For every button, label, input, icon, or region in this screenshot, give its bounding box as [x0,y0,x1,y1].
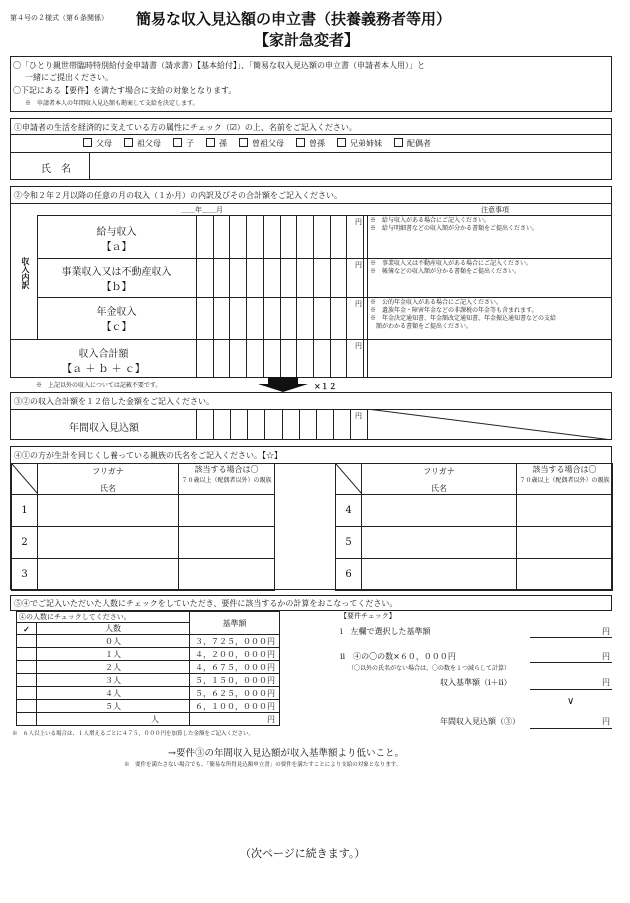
base-amount: ５，６２５，０００円 [190,687,280,700]
req-header: 【要件チェック】 [340,612,396,620]
col-name: フリガナ 氏名 [362,464,517,495]
check-mark-header: ✓ [17,623,37,635]
base-amount: ５，１５０，０００円 [190,674,280,687]
section-5-title: ⑤④でご記入いただいた人数にチェックをしていただき、要件に該当するかの計算をおこなってください。 [14,599,398,608]
col-people: 人数 [37,623,190,635]
requirement-note: ※ 要件を満たさない場合でも、「簡易な所得見込額申立書」の要件を満たすことにより支給の対象となります。 [124,762,402,768]
dependent-name-4[interactable] [362,495,517,527]
section-2-title: ②令和２年２月以降の任意の月の収入（１か月）の内訳及びその合計額をご記入ください。 [14,191,342,200]
row-business: 事業収入又は不動産収入 【ｂ】 [61,267,172,293]
notes-pension: ※ 公的年金収入がある場合にご記入ください。 ※ 遺族年金・障害年金などの非課税の年金等も含まれます。 ※ 年金決定通知書、年金額改定通知書、年金振込通知書などの支給 額がわかる書類をご提出ください。 [370,299,557,330]
digit-divider [333,409,334,440]
form-number: 第４号の２様式（第６条関係） [10,14,108,22]
option-grandchild[interactable]: 孫 [206,138,227,149]
elderly-check-6[interactable] [517,559,613,591]
option-siblings[interactable]: 兄弟姉妹 [337,138,382,149]
digit-divider [263,215,264,378]
section-3 [10,392,612,440]
row-pension: 年金収入 【ｃ】 [96,307,137,333]
yen-unit: 円 [355,342,362,350]
page-subtitle: 【家計急変者】 [254,31,360,49]
row-number: 5 [336,527,362,559]
row-number: 2 [12,527,38,559]
req-ii-note: （〇以外の氏名がない場合は、〇の数を１つ減らして計算） [348,665,511,672]
req-i-field[interactable] [530,624,600,637]
yen-unit: 円 [602,652,610,661]
digit-divider [296,215,297,378]
row-number: 3 [12,559,38,591]
base-amount-custom[interactable]: 円 [190,713,280,726]
row-number: 4 [336,495,362,527]
relation-options [83,138,431,149]
dependent-name-2[interactable] [38,527,179,559]
continued-notice: （次ページに続きます。） [240,847,366,860]
people-check-3[interactable] [17,674,37,687]
digit-divider [350,409,351,440]
digit-divider [316,409,317,440]
month-label[interactable]: ＿＿年＿＿月 [181,206,223,214]
people-count: １人 [37,648,190,661]
digit-divider [282,409,283,440]
digit-divider [346,215,347,378]
yen-unit: 円 [355,412,362,420]
multiplier-label: ×１２ [314,381,337,391]
digit-divider [230,409,231,440]
section-1-title: ①申請者の生活を経済的に支えている方の属性にチェック（☑）の上、名前をご記入ください。 [14,123,357,132]
yen-unit: 円 [602,678,610,687]
digit-divider [246,215,247,378]
notes-business: ※ 事業収入又は不動産収入がある場合にご記入ください。 ※ 帳簿などの収入額が分かる書類をご提出ください。 [370,260,533,275]
elderly-check-4[interactable] [517,495,613,527]
people-check-6[interactable] [17,713,37,726]
people-count: ４人 [37,687,190,700]
section-3-title: ③②の収入合計額を１２倍した金額をご記入ください。 [14,397,214,406]
option-child[interactable]: 子 [173,138,194,149]
people-check-2[interactable] [17,661,37,674]
dependent-name-5[interactable] [362,527,517,559]
digit-divider [280,215,281,378]
col-name: フリガナ 氏名 [38,464,179,495]
yen-unit: 円 [602,627,610,636]
option-grandparents[interactable]: 祖父母 [124,138,161,149]
notes-salary: ※ 給与収入がある場合にご記入ください。 ※ 給与明細書などの収入額が分かる書類をご提出ください。 [370,217,539,232]
digit-divider [264,409,265,440]
option-spouse[interactable]: 配偶者 [394,138,431,149]
req-base-label: 収入基準額（ⅰ＋ⅱ） [440,678,512,687]
section-5-footnote: ※ ６人以上いる場合は、１人増えるごとに４７５，０００円を加算した金額をご記入ください。 [12,731,255,737]
section-5-header [10,595,612,611]
intro-note: ※ 申請者本人の年間収入見込額も勘案して支給を決定します。 [25,100,199,107]
row-total: 収入合計額 【ａ ＋ ｂ ＋ ｃ】 [62,349,145,375]
req-ii-field[interactable] [530,649,600,662]
req-i-label: ⅰ 左欄で選択した基準額 [340,627,431,636]
yen-unit: 円 [355,261,362,269]
dependent-name-3[interactable] [38,559,179,591]
elderly-check-5[interactable] [517,527,613,559]
intro-line1: 〇「ひとり親世帯臨時特別給付金申請書（請求書）【基本給付】」、「簡易な収入見込額の申立書（申請者本人用）」と [13,61,425,70]
section-2-footnote: ※ 上記以外の収入については記載不要です。 [36,382,162,389]
digit-divider [330,215,331,378]
intro-box [10,56,612,112]
intro-line1b: 一緒にご提出ください。 [25,73,113,82]
section-1 [10,118,612,180]
dependents-table-left [11,463,275,591]
yen-unit: 円 [602,717,610,726]
elderly-check-1[interactable] [179,495,275,527]
base-amount: ４，２００，０００円 [190,648,280,661]
digit-divider [213,409,214,440]
people-check-4[interactable] [17,687,37,700]
name-field[interactable] [91,154,609,177]
people-check-5[interactable] [17,700,37,713]
elderly-check-3[interactable] [179,559,275,591]
elderly-check-2[interactable] [179,527,275,559]
people-count: ５人 [37,700,190,713]
row-number: 6 [336,559,362,591]
option-great-grandchild[interactable]: 曽孫 [296,138,325,149]
col-base-amount: 基準額 [190,612,280,635]
base-amount-table [16,611,280,726]
digit-divider [313,215,314,378]
digit-divider [213,215,214,378]
yen-unit: 円 [355,300,362,308]
name-label: 氏 名 [41,164,71,175]
digit-divider [247,409,248,440]
annual-income-label: 年間収入見込額 [69,423,139,434]
digit-divider [229,215,230,378]
notes-header: 注意事項 [481,206,509,214]
col-elderly: 該当する場合は〇 ７０歳以上（配偶者以外）の親族 [179,464,275,495]
intro-line2: 〇下記にある【要件】を満たす場合に支給の対象となります。 [13,86,237,95]
col-elderly: 該当する場合は〇 ７０歳以上（配偶者以外）の親族 [517,464,613,495]
page-title: 簡易な収入見込額の申立書（扶養義務者等用） [136,10,452,28]
base-amount: ４，６７５，０００円 [190,661,280,674]
base-amount: ３，７２５，０００円 [190,635,280,648]
req-base-field[interactable] [530,675,600,689]
req-annual-field[interactable] [530,714,600,728]
section-4-title: ④①の方が生計を同じくし養っている親族の氏名をご記入ください。【☆】 [14,451,282,460]
req-ii-label: ⅱ ④の〇の数×６０，０００円 [340,652,456,661]
people-count: ２人 [37,661,190,674]
income-breakdown-label: 収入内訳 [21,257,31,289]
dependents-table-right [335,463,613,591]
req-annual-label: 年間収入見込額（③） [440,717,520,726]
section-4 [10,446,612,590]
down-arrow-icon [258,377,308,392]
people-count: ０人 [37,635,190,648]
section-2 [10,186,612,378]
people-count: ３人 [37,674,190,687]
yen-unit: 円 [355,218,362,226]
requirement-statement: →要件③の年間収入見込額が収入基準額より低いこと。 [168,748,404,759]
base-table-title: ④の人数にチェックしてください。 [17,612,190,623]
greater-than-symbol: ∨ [567,696,575,707]
people-check-1[interactable] [17,648,37,661]
option-parents[interactable]: 父母 [83,138,112,149]
diagonal-line [367,409,612,440]
people-count-custom[interactable]: 人 [37,713,190,726]
digit-divider [299,409,300,440]
row-number: 1 [12,495,38,527]
dependent-name-1[interactable] [38,495,179,527]
option-great-grandparents[interactable]: 曽祖父母 [239,138,284,149]
people-check-0[interactable] [17,635,37,648]
dependent-name-6[interactable] [362,559,517,591]
base-amount: ６，１００，０００円 [190,700,280,713]
row-salary: 給与収入 【ａ】 [96,227,137,253]
